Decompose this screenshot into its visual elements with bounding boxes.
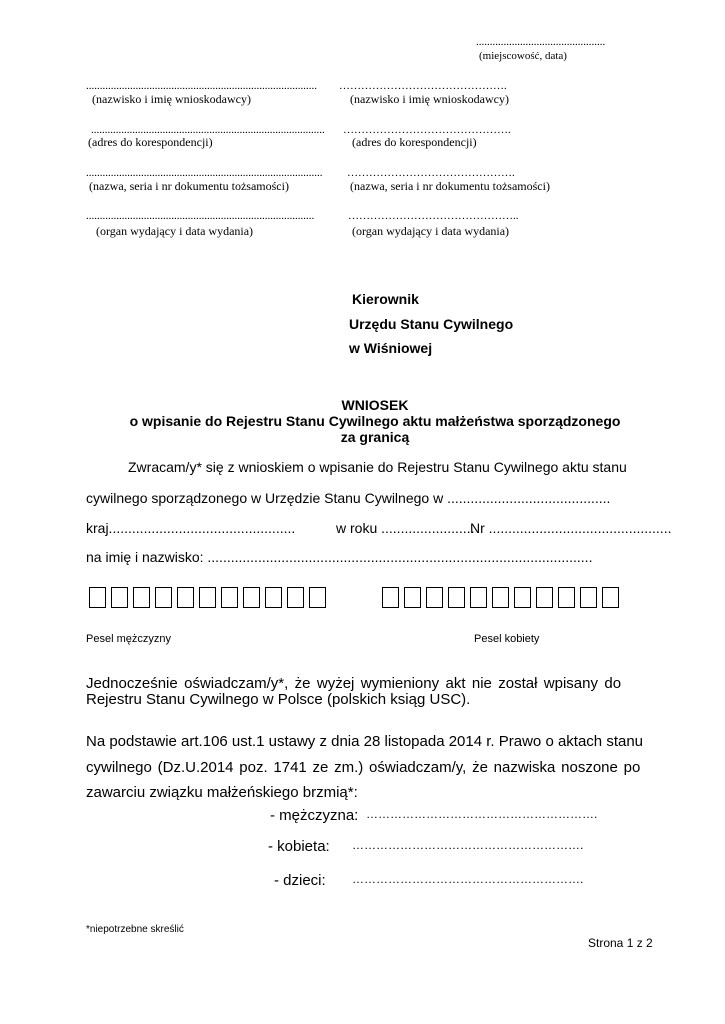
right-id-document-caption: (nazwa, seria i nr dokumentu tożsamości) [350,179,550,193]
declaration-2-line-3: zawarciu związku małżeńskiego brzmią*: [86,784,358,801]
pesel-female-digit[interactable] [448,587,465,608]
surname-wife-field[interactable]: …………………………………………………. [352,838,584,852]
place-date-caption: (miejscowość, data) [479,50,567,62]
footnote: *niepotrzebne skreślić [86,924,184,935]
page-number: Strona 1 z 2 [588,936,653,950]
pesel-male-digit[interactable] [309,587,326,608]
pesel-male-digit[interactable] [89,587,106,608]
document-title: WNIOSEK [341,397,409,413]
pesel-female-digit[interactable] [492,587,509,608]
document-subtitle: o wpisanie do Rejestru Stanu Cywilnego aktu małżeństwa sporządzonego [129,413,621,429]
pesel-female-digit[interactable] [580,587,597,608]
act-number-field[interactable]: Nr ............................................... [470,520,672,536]
declaration-2-line-1: Na podstawie art.106 ust.1 ustawy z dnia 28 listopada 2014 r. Prawo o aktach stanu [86,733,644,750]
left-address-caption: (adres do korespondencji) [88,135,213,149]
pesel-female-digit[interactable] [536,587,553,608]
pesel-female-digit[interactable] [602,587,619,608]
pesel-male-digit[interactable] [133,587,150,608]
addressee-line-1: Kierownik [352,291,419,307]
pesel-female-digit[interactable] [470,587,487,608]
left-id-document-caption: (nazwa, seria i nr dokumentu tożsamości) [89,179,289,193]
right-address-caption: (adres do korespondencji) [352,135,477,149]
surname-children-field[interactable]: …………………………………………………. [352,872,584,886]
pesel-male-boxes[interactable] [89,587,326,608]
pesel-male-digit[interactable] [287,587,304,608]
pesel-male-label: Pesel mężczyzny [86,633,171,645]
left-address-dots[interactable]: ..................................................................................... [91,124,325,136]
addressee-line-3: w Wiśniowej [349,340,433,356]
declaration-2-line-2: cywilnego (Dz.U.2014 poz. 1741 ze zm.) oświadczam/y, że nazwiska noszone po [86,759,641,776]
left-name-dots[interactable]: .................................................................................... [86,80,317,92]
right-name-caption: (nazwisko i imię wnioskodawcy) [350,92,509,106]
right-id-document-dots[interactable]: ………………………………………. [347,167,515,179]
left-name-caption: (nazwisko i imię wnioskodawcy) [92,92,251,106]
year-field[interactable]: w roku ........................ [336,520,475,536]
left-issuer-caption: (organ wydający i data wydania) [96,224,254,238]
pesel-male-digit[interactable] [265,587,282,608]
right-address-dots[interactable]: ………………………………………. [343,124,511,136]
pesel-male-digit[interactable] [221,587,238,608]
surname-wife-label: - kobieta: [268,838,330,855]
request-line-2[interactable]: cywilnego sporządzonego w Urzędzie Stanu Cywilnego w .......................................... [86,490,611,506]
pesel-male-digit[interactable] [199,587,216,608]
pesel-male-digit[interactable] [111,587,128,608]
right-issuer-dots[interactable]: ……………………………………….. [348,210,519,222]
pesel-female-digit[interactable] [514,587,531,608]
surname-husband-label: - mężczyzna: [270,807,359,824]
declaration-1-line-1: Jednocześnie oświadczam/y*, że wyżej wymieniony akt nie został wpisany do [86,675,622,692]
surname-children-label: - dzieci: [274,872,326,889]
place-date-dots[interactable]: ............................................... [476,36,606,48]
pesel-male-digit[interactable] [177,587,194,608]
declaration-1-line-2: Rejestru Stanu Cywilnego w Polsce (polskich ksiąg USC). [86,691,471,708]
left-id-document-dots[interactable]: ...................................................................................... [86,167,323,179]
surname-husband-field[interactable]: …………………………………………………. [366,807,598,821]
pesel-female-label: Pesel kobiety [474,633,540,645]
pesel-male-digit[interactable] [155,587,172,608]
document-subtitle-cont: za granicą [340,429,410,445]
pesel-male-digit[interactable] [243,587,260,608]
pesel-female-digit[interactable] [426,587,443,608]
right-issuer-caption: (organ wydający i data wydania) [352,224,510,238]
addressee-line-2: Urzędu Stanu Cywilnego [349,316,514,332]
request-line-1: Zwracam/y* się z wnioskiem o wpisanie do Rejestru Stanu Cywilnego aktu stanu [128,459,627,475]
right-name-dots[interactable]: ………………………………………. [339,80,507,92]
left-issuer-dots[interactable]: ................................................................................... [86,210,315,222]
pesel-female-digit[interactable] [558,587,575,608]
pesel-female-digit[interactable] [382,587,399,608]
pesel-female-digit[interactable] [404,587,421,608]
pesel-female-boxes[interactable] [382,587,619,608]
name-surname-field[interactable]: na imię i nazwisko: ................................................................................................... [86,549,593,565]
country-field[interactable]: kraj................................................ [86,520,296,536]
